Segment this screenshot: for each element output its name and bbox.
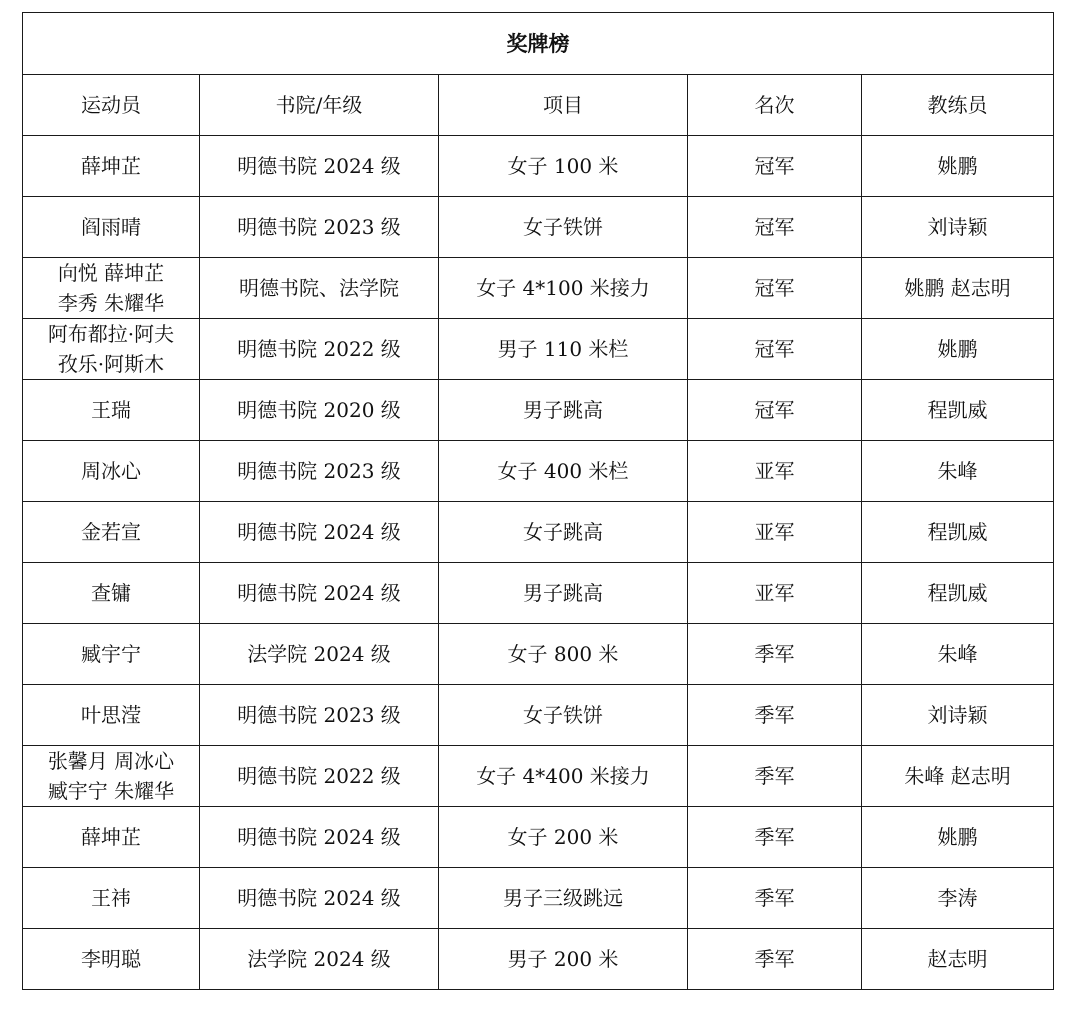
table-row <box>23 258 1054 319</box>
coach-cell: 刘诗颖 <box>862 197 1054 258</box>
college-cell: 明德书院、法学院 <box>200 258 439 319</box>
college-cell: 明德书院 2023 级 <box>200 197 439 258</box>
event-cell: 男子跳高 <box>439 563 688 624</box>
table-row <box>23 746 1054 807</box>
coach-cell: 姚鹏 赵志明 <box>862 258 1054 319</box>
athlete-cell <box>23 746 200 807</box>
college-cell: 明德书院 2020 级 <box>200 380 439 441</box>
rank-cell: 季军 <box>688 746 862 807</box>
rank-cell: 季军 <box>688 807 862 868</box>
event-cell: 男子 200 米 <box>439 929 688 990</box>
table-row <box>23 441 1054 502</box>
athlete-name: 王瑞 <box>91 398 131 422</box>
college-cell: 法学院 2024 级 <box>200 929 439 990</box>
athlete-name: 查镛 <box>91 581 131 605</box>
event-cell: 男子 110 米栏 <box>439 319 688 380</box>
athlete-cell <box>23 258 200 319</box>
table-row <box>23 197 1054 258</box>
coach-cell: 姚鹏 <box>862 807 1054 868</box>
college-cell: 明德书院 2023 级 <box>200 685 439 746</box>
rank-cell: 亚军 <box>688 441 862 502</box>
event-cell: 女子 800 米 <box>439 624 688 685</box>
college-cell: 法学院 2024 级 <box>200 624 439 685</box>
college-cell: 明德书院 2023 级 <box>200 441 439 502</box>
coach-cell: 朱峰 <box>862 624 1054 685</box>
coach-cell: 程凯威 <box>862 563 1054 624</box>
athlete-name: 叶思滢 <box>81 703 141 727</box>
college-cell: 明德书院 2022 级 <box>200 746 439 807</box>
table-row <box>23 136 1054 197</box>
athlete-cell <box>23 380 200 441</box>
table-row <box>23 624 1054 685</box>
header-event: 项目 <box>439 75 688 136</box>
coach-cell: 程凯威 <box>862 502 1054 563</box>
table-row <box>23 319 1054 380</box>
header-coach: 教练员 <box>862 75 1054 136</box>
rank-cell: 冠军 <box>688 258 862 319</box>
athlete-name: 李明聪 <box>81 947 141 971</box>
college-cell: 明德书院 2024 级 <box>200 868 439 929</box>
college-cell: 明德书院 2022 级 <box>200 319 439 380</box>
rank-cell: 季军 <box>688 624 862 685</box>
athlete-name: 周冰心 <box>81 459 141 483</box>
athlete-cell <box>23 807 200 868</box>
event-cell: 女子铁饼 <box>439 197 688 258</box>
athlete-name: 张馨月 周冰心 <box>47 749 175 773</box>
coach-cell: 姚鹏 <box>862 136 1054 197</box>
athlete-cell <box>23 563 200 624</box>
table-row <box>23 563 1054 624</box>
event-cell: 男子跳高 <box>439 380 688 441</box>
college-cell: 明德书院 2024 级 <box>200 563 439 624</box>
rank-cell: 亚军 <box>688 563 862 624</box>
coach-cell: 朱峰 赵志明 <box>862 746 1054 807</box>
table-row <box>23 807 1054 868</box>
athlete-name: 臧宇宁 朱耀华 <box>47 779 175 803</box>
athlete-cell <box>23 136 200 197</box>
athlete-name: 金若宣 <box>81 520 141 544</box>
event-cell: 女子 100 米 <box>439 136 688 197</box>
rank-cell: 季军 <box>688 685 862 746</box>
athlete-cell <box>23 929 200 990</box>
coach-cell: 姚鹏 <box>862 319 1054 380</box>
coach-cell: 李涛 <box>862 868 1054 929</box>
coach-cell: 朱峰 <box>862 441 1054 502</box>
athlete-cell <box>23 624 200 685</box>
event-cell: 女子 200 米 <box>439 807 688 868</box>
college-cell: 明德书院 2024 级 <box>200 807 439 868</box>
rank-cell: 冠军 <box>688 197 862 258</box>
college-cell: 明德书院 2024 级 <box>200 136 439 197</box>
rank-cell: 冠军 <box>688 380 862 441</box>
athlete-cell <box>23 441 200 502</box>
table-row <box>23 685 1054 746</box>
athlete-cell <box>23 197 200 258</box>
rank-cell: 冠军 <box>688 136 862 197</box>
title-row <box>23 13 1054 75</box>
college-cell: 明德书院 2024 级 <box>200 502 439 563</box>
rank-cell: 冠军 <box>688 319 862 380</box>
athlete-name: 阿布都拉·阿夫 <box>47 322 175 346</box>
event-cell: 女子 400 米栏 <box>439 441 688 502</box>
event-cell: 男子三级跳远 <box>439 868 688 929</box>
table-row <box>23 868 1054 929</box>
athlete-name: 向悦 薛坤芷 <box>57 261 165 285</box>
athlete-name: 阎雨晴 <box>81 215 141 239</box>
header-row <box>23 75 1054 136</box>
coach-cell: 程凯威 <box>862 380 1054 441</box>
athlete-name: 薛坤芷 <box>81 154 141 178</box>
athlete-cell <box>23 319 200 380</box>
athlete-name: 薛坤芷 <box>81 825 141 849</box>
table-row <box>23 929 1054 990</box>
coach-cell: 刘诗颖 <box>862 685 1054 746</box>
medal-table <box>22 12 1054 990</box>
rank-cell: 亚军 <box>688 502 862 563</box>
athlete-name: 李秀 朱耀华 <box>57 291 165 315</box>
event-cell: 女子铁饼 <box>439 685 688 746</box>
coach-cell: 赵志明 <box>862 929 1054 990</box>
table-body <box>23 136 1054 990</box>
athlete-name: 孜乐·阿斯木 <box>57 352 165 376</box>
event-cell: 女子 4*100 米接力 <box>439 258 688 319</box>
table-row <box>23 380 1054 441</box>
athlete-name: 臧宇宁 <box>81 642 141 666</box>
athlete-cell <box>23 685 200 746</box>
rank-cell: 季军 <box>688 929 862 990</box>
rank-cell: 季军 <box>688 868 862 929</box>
header-college: 书院/年级 <box>200 75 439 136</box>
header-athlete: 运动员 <box>23 75 200 136</box>
athlete-name: 王祎 <box>91 886 131 910</box>
event-cell: 女子 4*400 米接力 <box>439 746 688 807</box>
table-row <box>23 502 1054 563</box>
table-title: 奖牌榜 <box>23 13 1054 75</box>
event-cell: 女子跳高 <box>439 502 688 563</box>
header-rank: 名次 <box>688 75 862 136</box>
athlete-cell <box>23 502 200 563</box>
athlete-cell <box>23 868 200 929</box>
